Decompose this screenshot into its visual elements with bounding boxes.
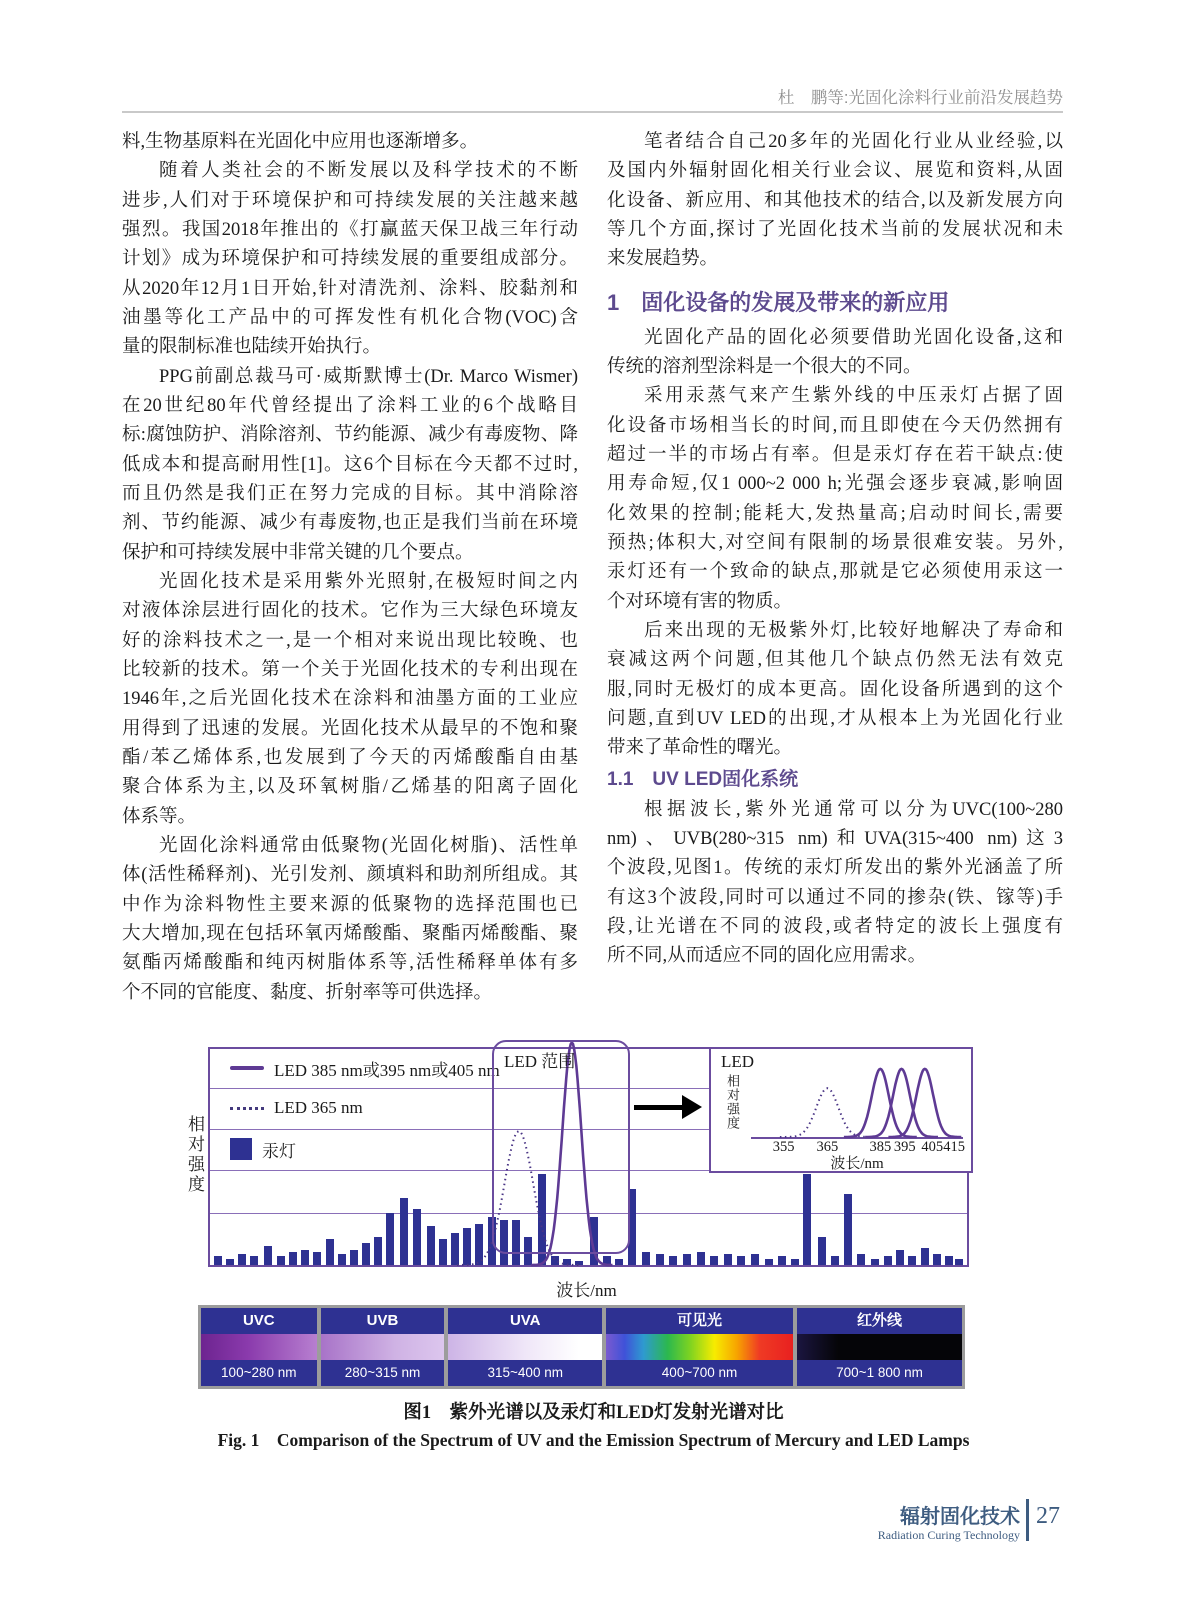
inset-tick-label: 355 <box>772 1139 795 1155</box>
legend-item-mercury-lamp <box>230 1137 296 1161</box>
text-line: 及国内外辐射固化相关行业会议、展览和资料,从固 <box>607 161 1063 182</box>
band-gradient <box>797 1334 962 1360</box>
text-line: 传统的溶剂型涂料是一个很大的不同。 <box>607 356 922 377</box>
text-line: 等几个方面,探讨了光固化技术当前的发展状况和未 <box>607 219 1063 240</box>
band-gradient <box>201 1334 317 1360</box>
running-title: 杜 鹏等:光固化涂料行业前沿发展趋势 <box>777 89 1063 107</box>
inset-curves-layer <box>751 1063 963 1137</box>
band-gradient <box>606 1334 793 1360</box>
text-line: 化设备市场相当长的时间,而且即使在今天仍然拥有 <box>607 415 1063 436</box>
text-line: 所不同,从而适应不同的固化应用需求。 <box>607 946 927 967</box>
spectrum-band-strip <box>198 1305 965 1389</box>
section-heading-1-1: 1.1 UV LED固化系统 <box>607 768 799 790</box>
text-line: 个不同的官能度、黏度、折射率等可供选择。 <box>122 982 493 1003</box>
band-range: 400~700 nm <box>606 1360 793 1386</box>
band-range: 100~280 nm <box>201 1360 317 1386</box>
text-line: 体系等。 <box>122 806 197 827</box>
text-line: 根据波长,紫外光通常可以分为UVC(100~280 <box>644 799 1063 820</box>
text-line: 进步,人们对于环境保护和可持续发展的关注越来越 <box>122 190 578 211</box>
right-column <box>607 128 1063 972</box>
main-chart-y-axis-label: 相对强度 <box>185 1115 204 1195</box>
text-line: 用得到了迅速的发展。光固化技术从最早的不饱和聚 <box>122 718 578 739</box>
text-line: 对液体涂层进行固化的技术。它作为三大绿色环境友 <box>122 601 578 622</box>
text-line: 光固化产品的固化必须要借助光固化设备,这和 <box>644 327 1063 348</box>
arrow-head <box>682 1095 702 1119</box>
text-line: 计划》成为环境保护和可持续发展的重要组成部分。 <box>122 249 578 270</box>
text-line: 在20世纪80年代曾经提出了涂料工业的6个战略目 <box>122 395 578 416</box>
text-line: 强烈。我国2018年推出的《打赢蓝天保卫战三年行动 <box>122 219 578 240</box>
text-line: 预热;体积大,对空间有限制的场景很难安装。另外, <box>607 532 1063 553</box>
arrow-shaft <box>634 1105 682 1110</box>
inset-plot-area <box>751 1063 963 1139</box>
legend-label: LED 385 nm或395 nm或405 nm <box>274 1060 500 1080</box>
text-line: 服,同时无极灯的成本更高。固化设备所遇到的这个 <box>607 679 1063 700</box>
text-line: 量的限制标准也陆续开始执行。 <box>122 337 382 358</box>
figure-caption-cn: 图1 紫外光谱以及汞灯和LED灯发射光谱对比 <box>403 1403 784 1423</box>
band-label: UVB <box>321 1308 445 1334</box>
band-cell-vis <box>606 1308 793 1386</box>
text-line: 体(活性稀释剂)、光引发剂、颜填料和助剂所组成。其 <box>122 865 578 886</box>
led-inset-chart <box>709 1047 973 1173</box>
main-spectrum-chart <box>208 1047 969 1267</box>
text-line: 衰减这两个问题,但其他几个缺点仍然无法有效克 <box>607 650 1063 671</box>
figure-caption-en: Fig. 1 Comparison of the Spectrum of UV and the Emission Spectrum of Mercury and LED Lamps <box>217 1430 970 1450</box>
text-line: nm)、UVB(280~315 nm)和UVA(315~400 nm)这3 <box>607 828 1063 849</box>
led-emission-curve <box>888 1069 961 1137</box>
text-line: 超过一半的市场占有率。但是汞灯存在若干缺点:使 <box>607 444 1063 465</box>
footer-divider <box>1026 1499 1029 1541</box>
text-line: 采用汞蒸气来产生紫外线的中压汞灯占据了固 <box>644 386 1063 407</box>
text-line: 问题,直到UV LED的出现,才从根本上为光固化行业 <box>607 708 1063 729</box>
text-line: 油墨等化工产品中的可挥发性有机化合物(VOC)含 <box>122 307 578 328</box>
led-range-box <box>492 1040 630 1254</box>
figure-1 <box>0 1030 1187 1460</box>
section-heading-1: 1 固化设备的发展及带来的新应用 <box>607 289 950 315</box>
arrow-right-icon <box>634 1095 702 1119</box>
band-range: 280~315 nm <box>321 1360 445 1386</box>
inset-tick-label: 405 <box>921 1139 944 1155</box>
header-rule <box>122 111 1063 113</box>
band-range: 700~1 800 nm <box>797 1360 962 1386</box>
text-line: 有这3个波段,同时可以通过不同的掺杂(铁、镓等)手 <box>607 887 1063 908</box>
text-line: 来发展趋势。 <box>607 249 719 270</box>
band-cell-ir <box>797 1308 962 1386</box>
text-line: 汞灯还有一个致命的缺点,那就是它必须使用汞这一 <box>607 562 1063 583</box>
band-label: UVC <box>201 1308 317 1334</box>
inset-tick-label: 395 <box>893 1139 916 1155</box>
legend-label: 汞灯 <box>262 1141 296 1161</box>
text-line: 光固化涂料通常由低聚物(光固化树脂)、活性单 <box>159 835 578 856</box>
text-line: 料,生物基原料在光固化中应用也逐渐增多。 <box>122 132 479 152</box>
band-cell-uvb <box>321 1308 445 1386</box>
text-line: 用寿命短,仅1 000~2 000 h;光强会逐步衰减,影响固 <box>607 474 1063 495</box>
led-365-curve <box>780 1088 875 1137</box>
text-line: 大大增加,现在包括环氧丙烯酸酯、聚酯丙烯酸酯、聚 <box>122 923 578 944</box>
text-line: 剂、节约能源、减少有毒废物,也正是我们当前在环境 <box>122 513 578 534</box>
text-line: 中作为涂料物性主要来源的低聚物的选择范围也已 <box>122 894 578 915</box>
journal-name-cn: 辐射固化技术 <box>900 1506 1020 1528</box>
journal-name-en: Radiation Curing Technology <box>877 1528 1020 1542</box>
legend-label: LED 365 nm <box>274 1098 363 1117</box>
inset-y-axis-label: 相对强度 <box>725 1074 740 1130</box>
text-line: 笔者结合自己20多年的光固化行业从业经验,以 <box>644 132 1063 152</box>
dotted-line-swatch-icon <box>230 1107 264 1110</box>
text-line: 好的涂料技术之一,是一个相对来说出现比较晚、也 <box>122 630 578 651</box>
legend-item-led-385-395-405 <box>230 1056 500 1080</box>
text-line: 保护和可持续发展中非常关键的几个要点。 <box>122 542 474 563</box>
text-line: 从2020年12月1日开始,针对清洗剂、涂料、胶黏剂和 <box>122 278 578 299</box>
text-line: 化设备、新应用、和其他技术的结合,以及新发展方向 <box>607 190 1063 211</box>
text-line: 带来了革命性的曙光。 <box>607 738 793 759</box>
text-line: 比较新的技术。第一个关于光固化技术的专利出现在 <box>122 659 578 680</box>
inset-tick-label: 365 <box>816 1139 839 1155</box>
inset-tick-label: 385 <box>869 1139 892 1155</box>
text-line: 段,让光谱在不同的波段,或者特定的波长上强度有 <box>607 916 1063 937</box>
text-line: 随着人类社会的不断发展以及科学技术的不断 <box>159 161 578 182</box>
text-line: 聚合体系为主,以及环氧树脂/乙烯基的阳离子固化 <box>122 777 578 798</box>
text-line: 标:腐蚀防护、消除溶剂、节约能源、减少有毒废物、降 <box>122 425 578 446</box>
text-line: 个对环境有害的物质。 <box>607 591 793 612</box>
text-line: 光固化技术是采用紫外光照射,在极短时间之内 <box>159 571 578 592</box>
band-gradient <box>448 1334 602 1360</box>
text-line: 个波段,见图1。传统的汞灯所发出的紫外光涵盖了所 <box>607 858 1063 879</box>
band-label: 红外线 <box>797 1308 962 1334</box>
left-column <box>122 128 578 1008</box>
text-line: 化效果的控制;能耗大,发热量高;启动时间长,需要 <box>607 503 1063 524</box>
text-line: 氨酯丙烯酸酯和纯丙树脂体系等,活性稀释单体有多 <box>122 953 578 974</box>
page-number: 27 <box>1036 1503 1060 1529</box>
inset-x-axis-label: 波长/nm <box>830 1156 884 1172</box>
text-line: 低成本和提高耐用性[1]。这6个目标在今天都不过时, <box>122 454 578 475</box>
led-range-label: LED 范围 <box>504 1052 576 1071</box>
band-gradient <box>321 1334 445 1360</box>
band-cell-uva <box>448 1308 602 1386</box>
main-chart-x-axis-label: 波长/nm <box>556 1281 617 1300</box>
legend-item-led-365 <box>230 1096 363 1120</box>
band-range: 315~400 nm <box>448 1360 602 1386</box>
inset-title: LED <box>721 1052 755 1071</box>
text-line: 而且仍然是我们正在努力完成的目标。其中消除溶 <box>122 483 578 504</box>
inset-tick-label: 415 <box>943 1139 965 1155</box>
text-line: 1946年,之后光固化技术在涂料和油墨方面的工业应 <box>122 689 578 710</box>
band-label: 可见光 <box>606 1308 793 1334</box>
blue-square-swatch-icon <box>230 1138 252 1160</box>
text-line: 后来出现的无极紫外灯,比较好地解决了寿命和 <box>644 620 1063 641</box>
solid-line-swatch-icon <box>230 1066 264 1070</box>
band-cell-uvc <box>201 1308 317 1386</box>
band-label: UVA <box>448 1308 602 1334</box>
text-line: 酯/苯乙烯体系,也发展到了今天的丙烯酸酯自由基 <box>122 747 578 768</box>
text-line: PPG前副总裁马可·威斯默博士(Dr. Marco Wismer) <box>159 366 578 387</box>
